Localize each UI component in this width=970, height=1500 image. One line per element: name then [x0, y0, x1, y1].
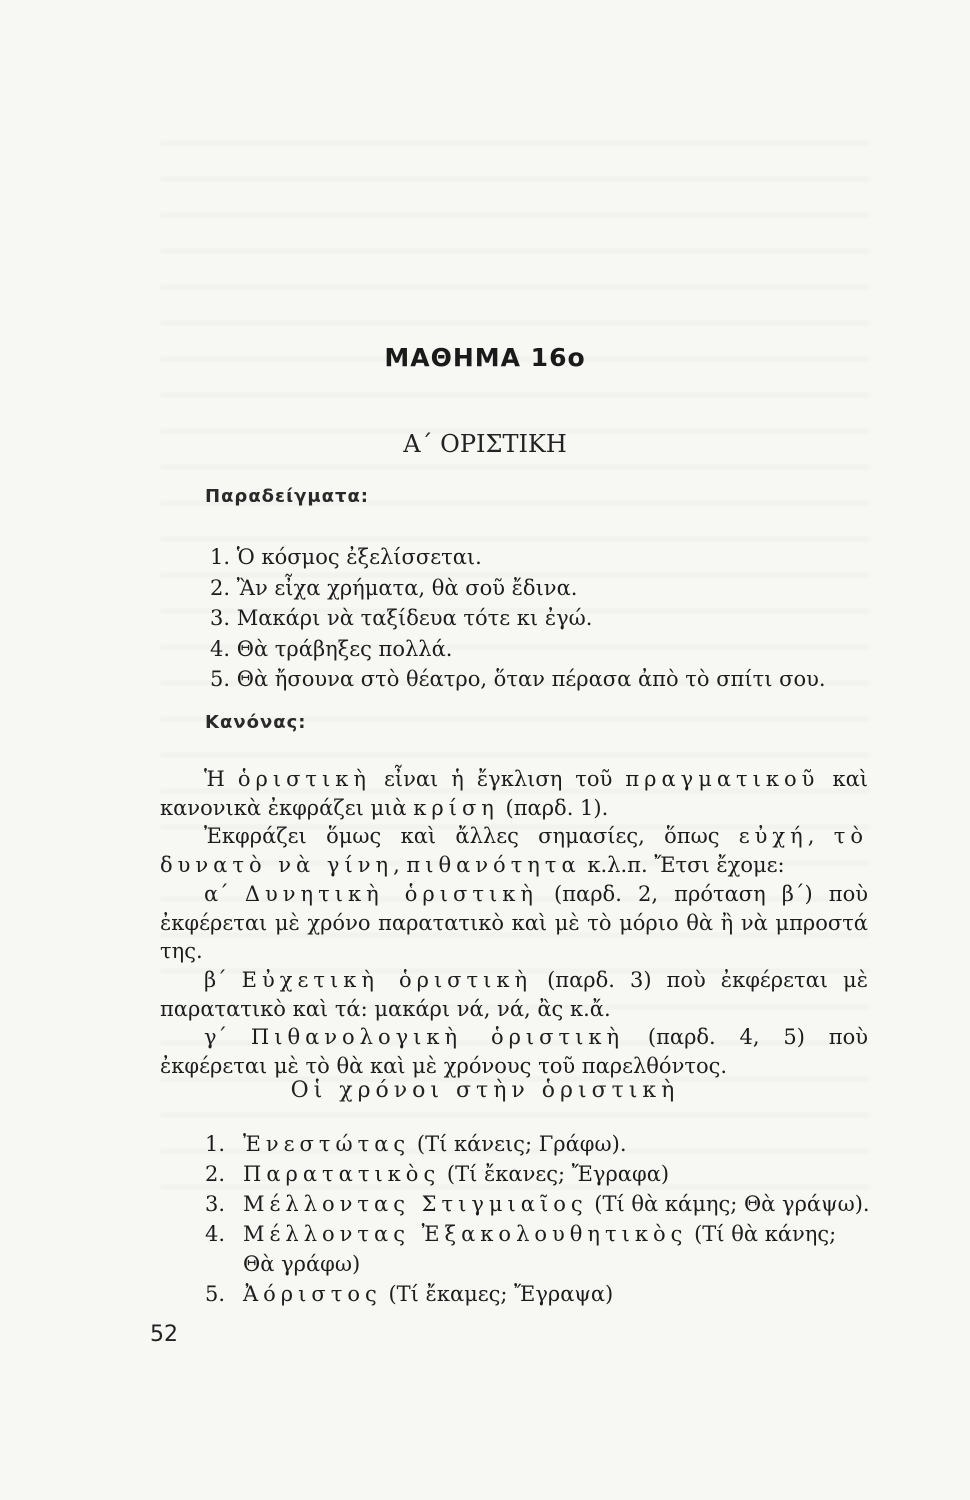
tense-item: 1. Ἐνεστώτας (Τί κάνεις; Γράφω). [205, 1132, 627, 1156]
rule-item-b: β΄ Εὐχετικὴ ὁριστικὴ (παρδ. 3) ποὺ ἐκφέρεται μὲ παρατατικὸ καὶ τά: μακάρι νά, νά, ἂς κ.ἄ. [160, 967, 868, 1021]
tense-item: 3. Μέλλοντας Στιγμιαῖος (Τί θὰ κάμης; Θὰ γράψω). [205, 1192, 870, 1216]
example-item: 2. Ἂν εἶχα χρήματα, θὰ σοῦ ἔδινα. [210, 575, 578, 600]
tenses-list [205, 1129, 870, 1309]
example-item: 5. Θὰ ἤσουνα στὸ θέατρο, ὅταν πέρασα ἀπὸ τὸ σπίτι σου. [210, 667, 826, 691]
example-item: 4. Θὰ τράβηξες πολλά. [210, 636, 453, 661]
example-item: 3. Μακάρι νὰ ταξίδευα τότε κι ἐγώ. [210, 606, 593, 630]
rule-paragraph-2: Ἐκφράζει ὅμως καὶ ἄλλες σημασίες, ὅπως εὐχή, τὸ δυνατὸ νὰ γίνη, πιθανότητα κ.λ.π. Ἔτσι ἔχομε: [160, 824, 868, 878]
section-title: Α΄ ΟΡΙΣΤΙΚΗ [403, 430, 567, 458]
tense-item: 4. Μέλλοντας Ἐξακολουθητικὸς (Τί θὰ κάνης; Θὰ γράφω) [205, 1222, 837, 1276]
rule-item-a: α΄ Δυνητικὴ ὁριστικὴ (παρδ. 2, πρόταση β΄) ποὺ ἐκφέρεται μὲ χρόνο παρατατικὸ καὶ μὲ τὸ μόριο θὰ ἢ νὰ μπροστά της. [160, 881, 868, 964]
tense-item: 2. Παρατατικὸς (Τί ἔκανες; Ἔγραφα) [205, 1162, 670, 1186]
example-item: 1. Ὁ κόσμος ἐξελίσσεται. [210, 545, 482, 569]
tenses-heading: Οἱ χρόνοι στὴν ὁριστικὴ [290, 1078, 680, 1103]
rule-heading: Κανόνας: [205, 712, 307, 733]
lesson-title: ΜΑΘΗΜΑ 16ο [384, 343, 586, 372]
examples-heading: Παραδείγματα: [205, 486, 370, 507]
rule-text [160, 765, 868, 1081]
rule-paragraph-1: Ἡ ὁριστικὴ εἶναι ἡ ἔγκλιση τοῦ πραγματικοῦ καὶ κανονικὰ ἐκφράζει μιὰ κρίση (παρδ. 1). [160, 767, 869, 820]
rule-item-c: γ΄ Πιθανολογικὴ ὁριστικὴ (παρδ. 4, 5) ποὺ ἐκφέρεται μὲ τὸ θὰ καὶ μὲ χρόνους τοῦ παρελθόντος. [160, 1025, 869, 1079]
page-number: 52 [150, 1322, 178, 1347]
tense-item: 5. Ἀόριστος (Τί ἔκαμες; Ἔγραψα) [205, 1282, 614, 1306]
examples-list [210, 542, 826, 695]
